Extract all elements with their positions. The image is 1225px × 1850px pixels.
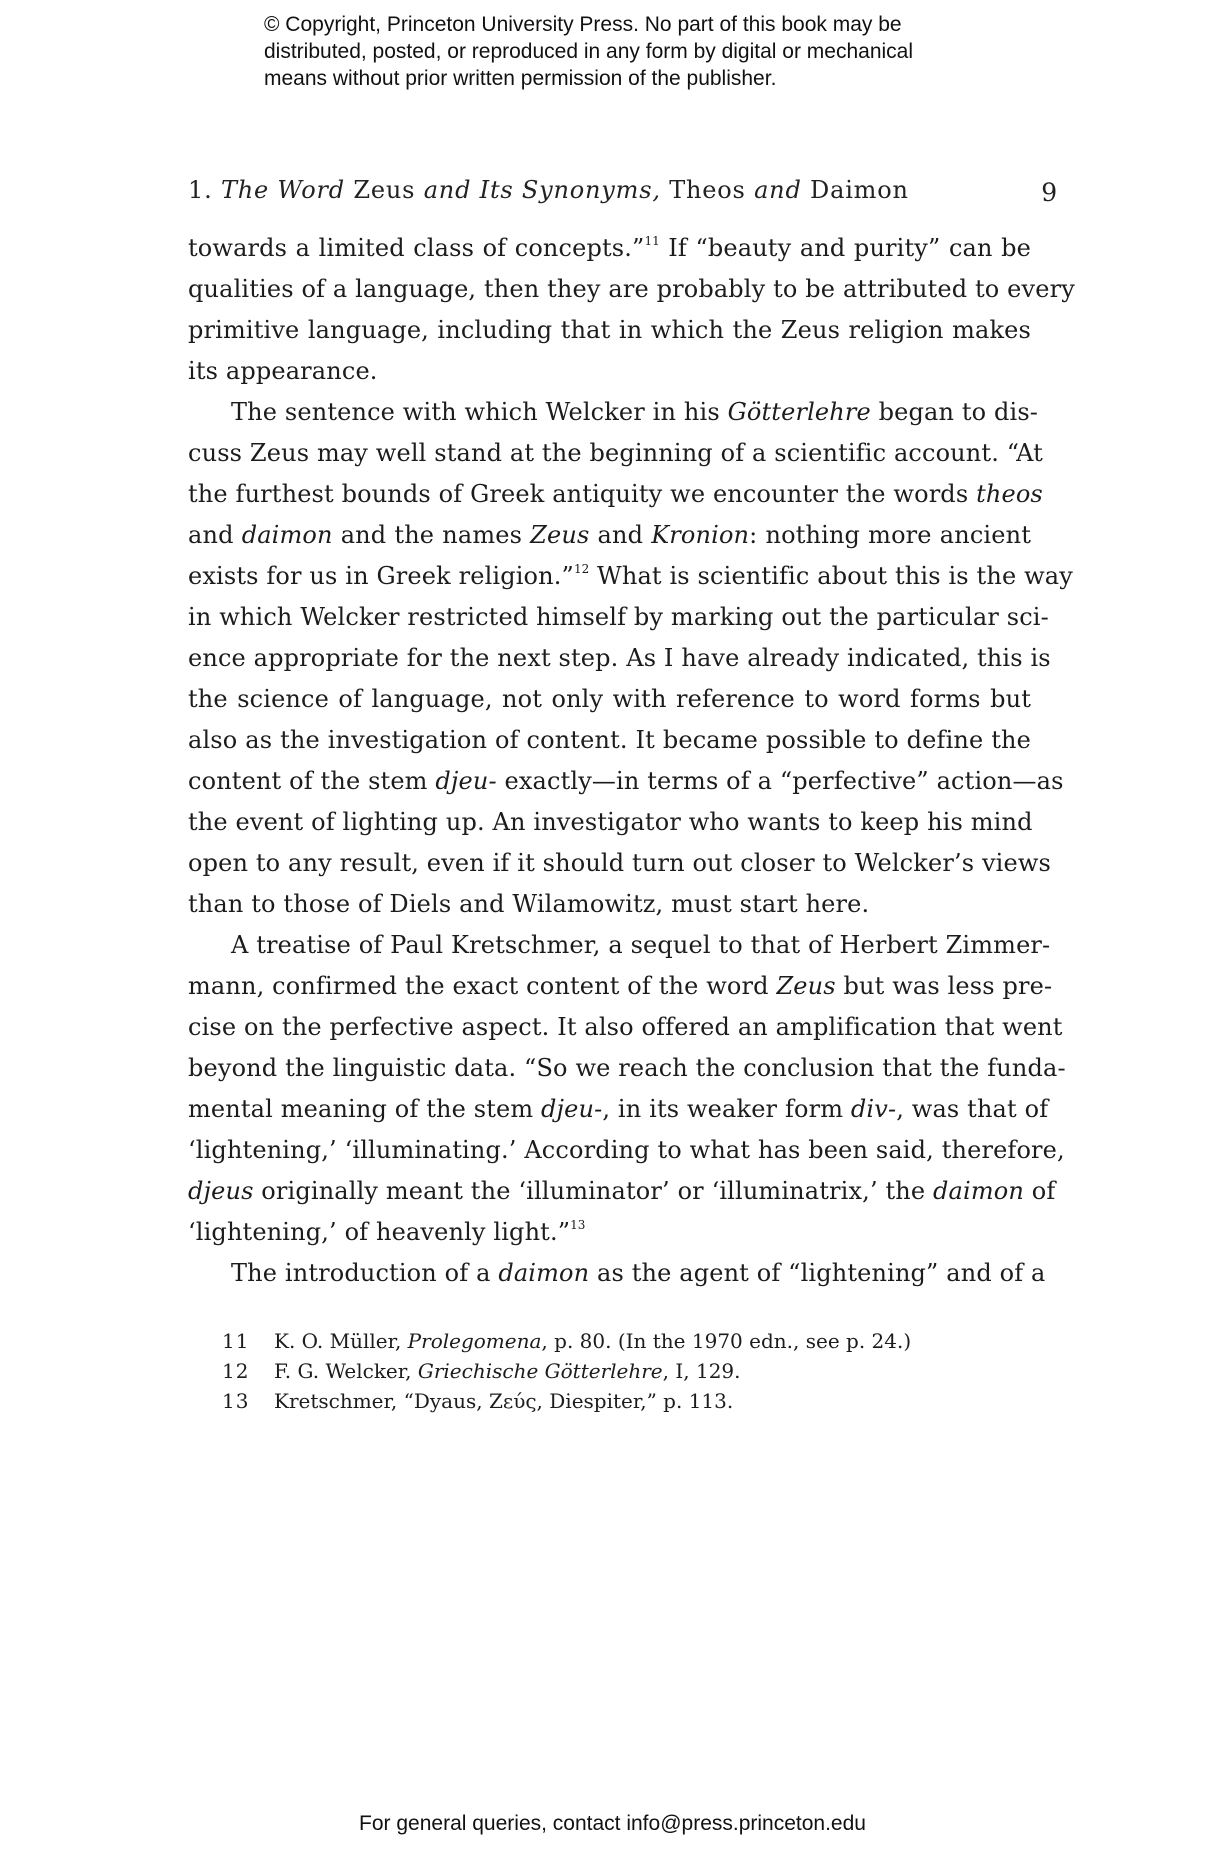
text-run: What is scientific about this is the way xyxy=(589,562,1073,590)
text-run: , p. 80. (In the 1970 edn., see p. 24.) xyxy=(541,1329,912,1353)
text-run: , in its weaker form xyxy=(602,1095,851,1123)
running-head-text: The Word xyxy=(220,176,345,204)
text-line: also as the investigation of content. It became possible to define the xyxy=(188,726,1031,754)
footnote-number: 12 xyxy=(222,1359,250,1383)
text-line: cuss Zeus may well stand at the beginning of a scientific account. “At xyxy=(188,439,1043,467)
text-run: : nothing more ancient xyxy=(749,521,1031,549)
footnote-number: 13 xyxy=(222,1389,250,1413)
italic-term: djeu- xyxy=(435,767,497,795)
italic-term: daimon xyxy=(498,1259,590,1287)
text-run: K. O. Müller, xyxy=(274,1329,408,1353)
text-line: beyond the linguistic data. “So we reach the conclusion that the funda- xyxy=(188,1054,1066,1082)
running-head xyxy=(188,176,1058,207)
footnote xyxy=(222,1386,1042,1416)
running-head-text: and xyxy=(754,176,802,204)
running-head-text: Theos xyxy=(669,176,746,204)
copyright-line: © Copyright, Princeton University Press. No part of this book may be xyxy=(264,13,902,36)
text-line: its appearance. xyxy=(188,357,378,385)
text-run: and xyxy=(589,521,652,549)
footnote-ref: 11 xyxy=(644,234,660,248)
italic-term: Griechische Götterlehre xyxy=(417,1359,663,1383)
text-run: originally meant the ‘illuminator’ or ‘illuminatrix,’ the xyxy=(253,1177,934,1205)
text-run: exactly—in terms of a “perfective” action—as xyxy=(496,767,1064,795)
text-run: and the names xyxy=(332,521,531,549)
footnote xyxy=(222,1326,1042,1356)
text-line xyxy=(188,761,1064,802)
footnotes xyxy=(222,1326,1042,1416)
text-run: towards a limited class of concepts.” xyxy=(188,234,645,262)
text-line xyxy=(188,474,1043,515)
text-run: of xyxy=(1023,1177,1056,1205)
text-line: ence appropriate for the next step. As I have already indicated, this is xyxy=(188,644,1051,672)
italic-term: Kronion xyxy=(651,521,750,549)
text-line: the event of lighting up. An investigator who wants to keep his mind xyxy=(188,808,1033,836)
paragraph xyxy=(188,392,1073,925)
text-run: If “beauty and purity” can be xyxy=(659,234,1032,262)
italic-term: Prolegomena xyxy=(407,1329,542,1353)
text-line xyxy=(188,392,1039,433)
running-head-text: Zeus xyxy=(353,176,416,204)
footnote-text xyxy=(274,1326,911,1356)
italic-term: djeus xyxy=(188,1177,254,1205)
text-run: content of the stem xyxy=(188,767,436,795)
text-line xyxy=(188,1212,1031,1253)
text-line xyxy=(188,515,1031,556)
footer-contact: For general queries, contact info@press.princeton.edu xyxy=(359,1812,866,1835)
text-line: in which Welcker restricted himself by marking out the particular sci- xyxy=(188,603,1049,631)
text-line xyxy=(188,228,1031,269)
footnote-text xyxy=(274,1386,733,1416)
italic-term: daimon xyxy=(933,1177,1024,1205)
text-run: exists for us in Greek religion.” xyxy=(188,562,574,590)
body-text xyxy=(188,228,1075,1294)
text-line xyxy=(188,1253,1046,1294)
text-run: ‘lightening,’ of heavenly light.” xyxy=(188,1218,571,1246)
copyright-notice xyxy=(264,11,984,92)
page-number: 9 xyxy=(1041,178,1058,207)
chapter-number: 1. xyxy=(188,176,213,204)
footnote-number: 11 xyxy=(222,1329,250,1353)
text-line: open to any result, even if it should turn out closer to Welcker’s views xyxy=(188,849,1052,877)
text-run: Kretschmer, “Dyaus, Ζεύς, Diespiter,” p. 113. xyxy=(274,1389,734,1413)
text-run: , was that of xyxy=(896,1095,1049,1123)
text-line: ‘lightening,’ ‘illuminating.’ According to what has been said, therefore, xyxy=(188,1136,1065,1164)
text-line: cise on the perfective aspect. It also offered an amplification that went xyxy=(188,1013,1063,1041)
text-line: primitive language, including that in which the Zeus religion makes xyxy=(188,316,1031,344)
text-line xyxy=(188,966,1053,1007)
text-line xyxy=(188,1171,1056,1212)
footnote-ref: 13 xyxy=(570,1218,586,1232)
text-run: began to dis- xyxy=(870,398,1039,426)
text-run: but was less pre- xyxy=(835,972,1053,1000)
italic-term: Zeus xyxy=(530,521,590,549)
text-run: mann, confirmed the exact content of the word xyxy=(188,972,777,1000)
footnote-ref: 12 xyxy=(573,562,590,576)
text-line: qualities of a language, then they are probably to be attributed to every xyxy=(188,275,1075,303)
text-run: the furthest bounds of Greek antiquity we encounter the words xyxy=(188,480,977,508)
footnote-text xyxy=(274,1356,741,1386)
italic-term: djeu- xyxy=(541,1095,603,1123)
text-line xyxy=(188,556,1073,597)
running-head-text: Daimon xyxy=(810,176,909,204)
text-run: mental meaning of the stem xyxy=(188,1095,542,1123)
text-run: The introduction of a xyxy=(231,1259,499,1287)
text-line xyxy=(188,1089,1049,1130)
paragraph xyxy=(188,925,1066,1253)
paragraph xyxy=(188,228,1075,392)
text-line: than to those of Diels and Wilamowitz, must start here. xyxy=(188,890,870,918)
italic-term: daimon xyxy=(241,521,333,549)
paragraph xyxy=(188,1253,1046,1294)
copyright-line: distributed, posted, or reproduced in any form by digital or mechanical xyxy=(264,40,914,63)
copyright-line: means without prior written permission of the publisher. xyxy=(264,67,777,90)
italic-term: div- xyxy=(850,1095,897,1123)
text-run: F. G. Welcker, xyxy=(274,1359,418,1383)
text-run: and xyxy=(188,521,242,549)
text-run: , I, 129. xyxy=(662,1359,741,1383)
footnote xyxy=(222,1356,1042,1386)
text-line: A treatise of Paul Kretschmer, a sequel to that of Herbert Zimmer- xyxy=(231,931,1051,959)
text-run: The sentence with which Welcker in his xyxy=(231,398,728,426)
text-run: as the agent of “lightening” and of a xyxy=(589,1259,1046,1287)
italic-term: theos xyxy=(976,480,1043,508)
running-head-text: and Its Synonyms, xyxy=(423,176,661,204)
text-line: the science of language, not only with reference to word forms but xyxy=(188,685,1031,713)
italic-term: Zeus xyxy=(776,972,836,1000)
italic-term: Götterlehre xyxy=(727,398,871,426)
